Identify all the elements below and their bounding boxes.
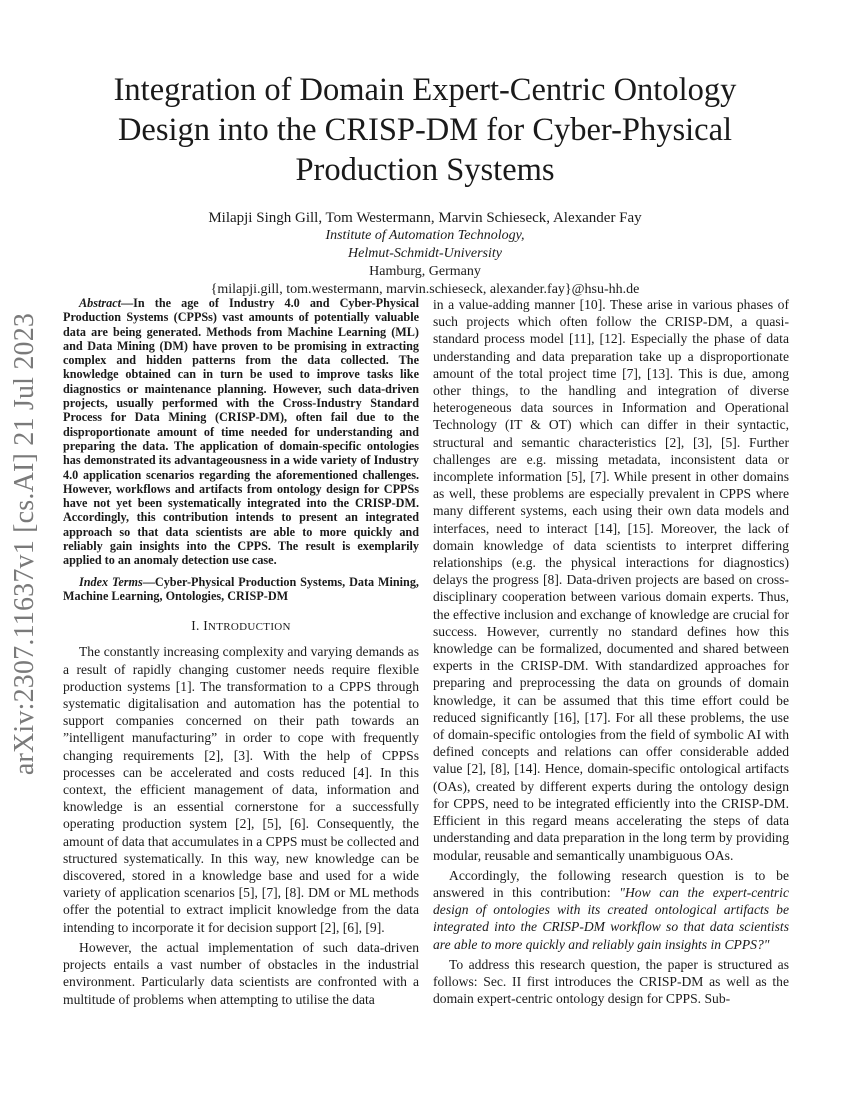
affiliation-institute: Institute of Automation Technology, bbox=[325, 228, 525, 243]
paper-title: Integration of Domain Expert-Centric Ontology Design into the CRISP-DM for Cyber-Physical Production Systems bbox=[113, 72, 737, 188]
research-question: "How can the expert-centric design of ontologies with its created ontological artifacts be integrated into the CRISP-DM workflow so that data scientists are able to more quickly and reliably gain insights in CPPS?" bbox=[433, 884, 789, 952]
right-column bbox=[433, 296, 789, 1007]
intro-paragraph-1: The constantly increasing complexity and varying demands as a result of rapidly changing customer needs require flexible production systems [1]. The transformation to a CPPS through systematic digitalisation and automation has the potential to support companies concerned on their path towards an ”intelligent manufacturing” in order to cope with frequently changing requirements [2], [3]. With the help of CPPSs processes can be accelerated and costs reduced [4]. In this context, the efficient management of data, information and knowledge is an essential cornerstone for a successfully operating production system [2], [5], [6]. Consequently, the amount of data that accumulates in a CPPS must be collected and structured systematically. In this way, new knowledge can be discovered, stored in a knowledge base and used for a wide variety of application scenarios [5], [7], [8]. DM or ML methods offer the potential to extract implicit knowledge from the data intending to incorporate it for decision support [2], [6], [9]. bbox=[63, 644, 419, 935]
affiliation-location: Hamburg, Germany bbox=[369, 264, 481, 279]
intro-paragraph-2: However, the actual implementation of such data-driven projects entails a vast number of obstacles in the industrial environment. Particularly data scientists are confronted with a multitude of problems when attempting to utilise the data bbox=[63, 939, 419, 1007]
author-emails: {milapji.gill, tom.westermann, marvin.schieseck, alexander.fay}@hsu-hh.de bbox=[210, 282, 640, 297]
index-terms bbox=[63, 575, 419, 604]
affiliation-university: Helmut-Schmidt-University bbox=[348, 246, 502, 261]
structure-paragraph: To address this research question, the paper is structured as follows: Sec. II first introduces the CRISP-DM as well as the domain expert-centric ontology design for CPPS. Sub- bbox=[433, 956, 789, 1007]
paper-header bbox=[70, 70, 780, 299]
left-column bbox=[63, 296, 419, 1008]
abstract-text: —In the age of Industry 4.0 and Cyber-Physical Production Systems (CPPSs) vast amounts of potentially valuable data are being generated. Methods from Machine Learning (ML) and Data Mining (DM) have proven to be promising in extracting complex and hidden patterns from the data collected. The knowledge obtained can in turn be used to improve tasks like diagnostics or maintenance planning. However, such data-driven projects, usually performed with the Cross-Industry Standard Process for Data Mining (CRISP-DM), often fail due to the disproportionate amount of time needed for understanding and preparing the data. The application of domain-specific ontologies has demonstrated its advantageousness in a wide variety of Industry 4.0 application scenarios regarding the aforementioned challenges. However, workflows and artifacts from ontology design for CPPSs have not yet been systematically integrated into the CRISP-DM. Accordingly, this contribution intends to present an integrated approach so that data scientists are able to more quickly and reliably gain insights into the CPPS. The result is exemplarily applied to an anomaly detection use case. bbox=[63, 296, 419, 568]
abstract-lead: Abstract bbox=[79, 296, 121, 310]
abstract bbox=[63, 296, 419, 568]
arxiv-identifier-text: arXiv:2307.11637v1 [cs.AI] 21 Jul 2023 bbox=[9, 312, 40, 776]
intro-paragraph-2-continued: in a value-adding manner [10]. These arise in various phases of such projects which often follow the CRISP-DM, a quasi-standard process model [11], [12]. Especially the phase of data understanding and data preparation take up a disproportionate amount of the total project time [7], [13]. This is due, among other things, to the handling and integration of diverse heterogeneous data sources in Information and Operational Technology (IT & OT) which can differ in their syntactic, structural and semantic characteristics [2], [3], [5]. Further challenges are e.g. missing metadata, inconsistent data or incomplete information [5], [7]. While present in other domains as well, these problems are especially prevalent in CPPS where many different systems, each using their own data models and interfaces, need to interact [14], [15]. Moreover, the lack of domain knowledge of data scientists to interpret differing relationships (e.g. the physical interactions for diagnostics) delays the progress [8]. Data-driven projects are based on cross-disciplinary cooperation between various domain experts. Thus, the effective inclusion and exchange of knowledge are crucial for success. However, currently no standard defines how this knowledge can be formalized, documented and shared between experts in the CRISP-DM. With standardized approaches for preparing and preprocessing the data on grounds of domain knowledge, it can be assumed that this time effort could be reduced significantly [16], [17]. For all these problems, the use of domain-specific ontologies from the field of symbolic AI with defined concepts and relations can offer considerable added value [2], [8], [14]. Hence, domain-specific ontological artifacts (OAs), created by different experts during the ontology design for CPPS, need to be integrated efficiently into the CRISP-DM. Efficient in this regard means accelerating the steps of data understanding and data preparation in the long term by providing modular, reusable and semantically unambiguous OAs. bbox=[433, 297, 789, 863]
index-terms-lead: Index Terms bbox=[79, 574, 143, 589]
section-heading-introduction: I. INTRODUCTION bbox=[191, 618, 291, 634]
author-list: Milapji Singh Gill, Tom Westermann, Marvin Schieseck, Alexander Fay bbox=[208, 210, 642, 226]
research-question-paragraph: Accordingly, the following research question is to be answered in this contribution: "How can the expert-centric design of ontologies with its created ontological artifacts be integrated into the CRISP-DM workflow so that data scientists are able to more quickly and reliably gain insights in CPPS?" bbox=[433, 867, 789, 952]
arxiv-identifier-stamp bbox=[2, 313, 48, 775]
index-terms-text: —Cyber-Physical Production Systems, Data Mining, Machine Learning, Ontologies, CRISP-DM bbox=[63, 574, 419, 603]
